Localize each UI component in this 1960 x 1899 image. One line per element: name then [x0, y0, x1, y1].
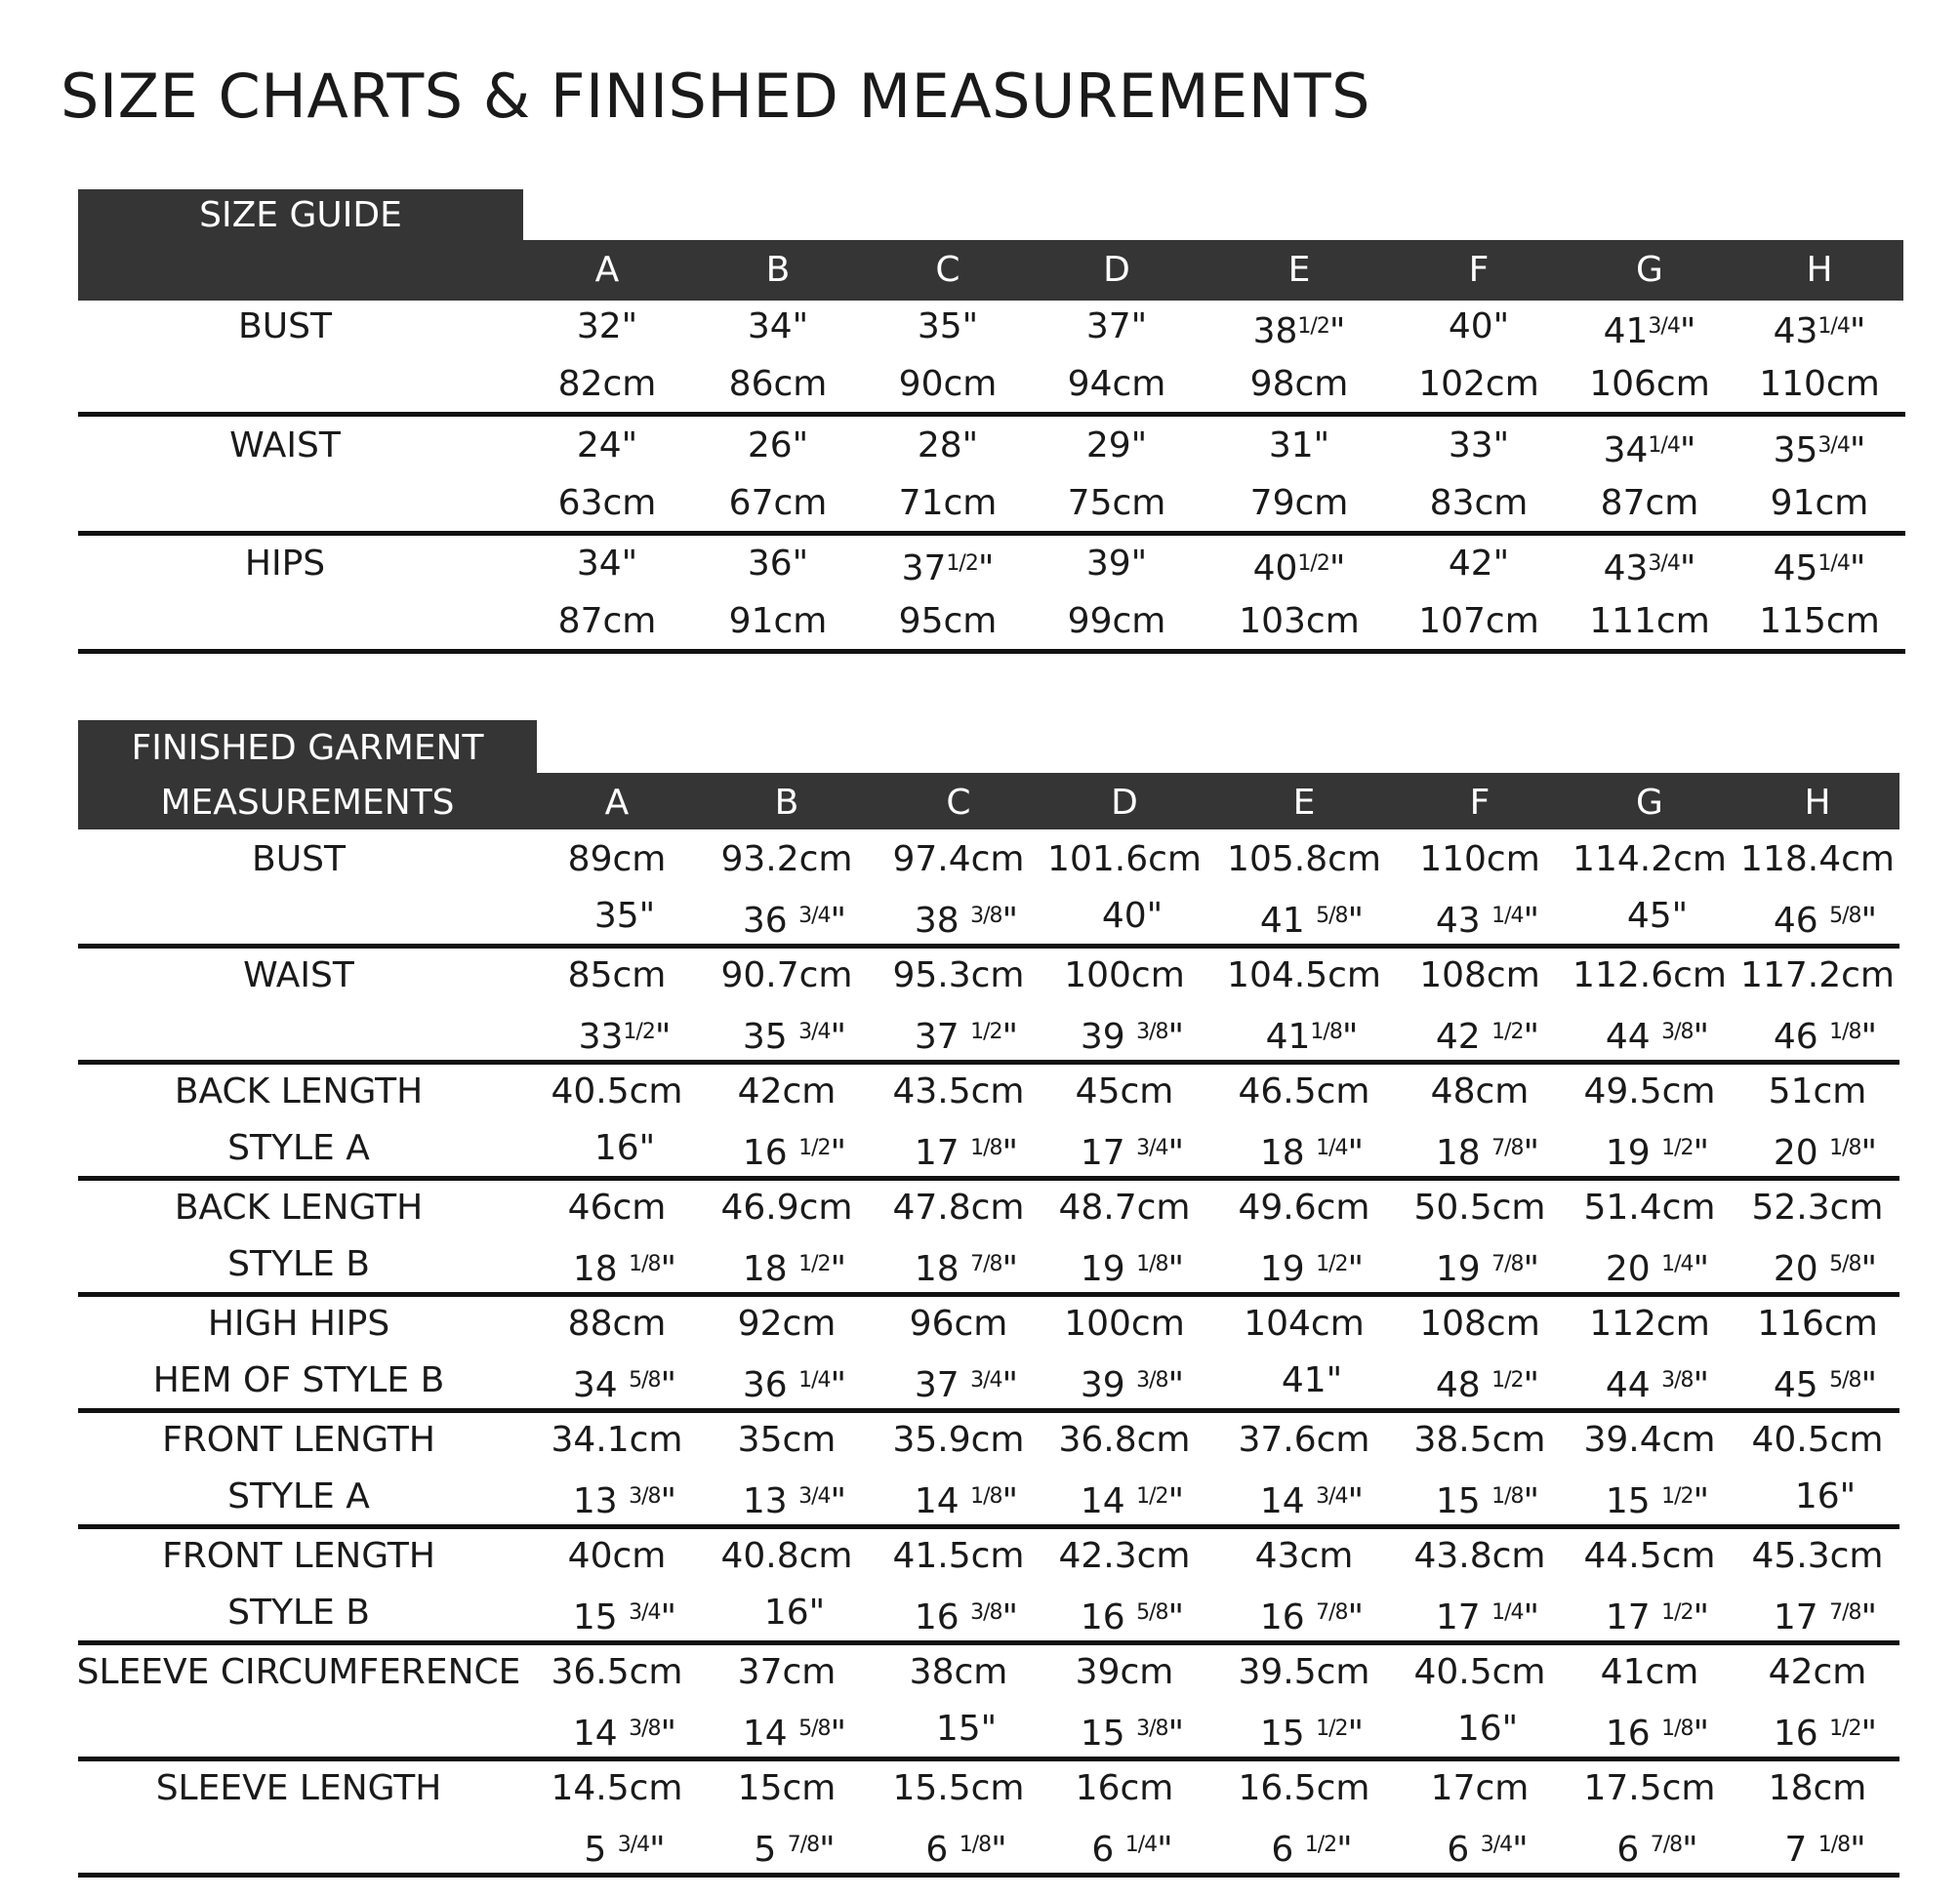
finished-tab-line1: FINISHED GARMENT [131, 728, 484, 768]
size-guide-col-f: F [1468, 250, 1490, 290]
finished-row-label: WAIST [243, 955, 354, 995]
finished-cell-cm: 46.5cm [1238, 1071, 1370, 1111]
finished-cell-cm: 17cm [1430, 1768, 1530, 1808]
finished-cell-cm: 16cm [1075, 1768, 1174, 1808]
finished-cell-cm: 42.3cm [1058, 1536, 1191, 1576]
finished-cell-cm: 43.8cm [1413, 1536, 1546, 1576]
size-guide-header-bar [78, 240, 1903, 301]
size-guide-cell-cm: 86cm [728, 364, 828, 404]
finished-cell-inch: $41^{1/8}$" [1265, 1016, 1359, 1057]
finished-cell-cm: 95.3cm [892, 955, 1025, 995]
size-guide-cell-cm: 103cm [1239, 601, 1360, 641]
finished-cell-inch: 17 $^{1/8}$" [914, 1132, 1019, 1173]
finished-cell-cm: 43.5cm [892, 1071, 1025, 1111]
finished-cell-inch: 14 $^{3/4}$" [1259, 1480, 1365, 1521]
finished-cell-inch: 14 $^{3/8}$" [572, 1713, 677, 1754]
finished-cell-cm: 37.6cm [1238, 1420, 1370, 1460]
size-guide-cell-cm: 79cm [1249, 483, 1349, 523]
size-guide-cell-inch: 34" [747, 306, 809, 346]
size-guide-cell-inch: 34" [576, 544, 638, 584]
finished-cell-inch: 37 $^{3/4}$" [914, 1364, 1019, 1405]
finished-cell-cm: 45cm [1075, 1071, 1174, 1111]
finished-cell-inch: 15 $^{3/8}$" [1080, 1713, 1185, 1754]
size-guide-cell-cm: 115cm [1759, 601, 1880, 641]
finished-cell-cm: 105.8cm [1227, 839, 1381, 879]
finished-cell-cm: 42cm [1768, 1652, 1867, 1692]
finished-cell-cm: 36.8cm [1058, 1420, 1191, 1460]
finished-cell-inch: 19 $^{1/8}$" [1080, 1248, 1185, 1289]
size-guide-cell-inch: 40" [1448, 306, 1510, 346]
finished-cell-inch: 17 $^{7/8}$" [1773, 1596, 1878, 1637]
size-guide-cell-inch: 39" [1085, 544, 1148, 584]
finished-cell-inch: 16 $^{1/2}$" [742, 1132, 847, 1173]
finished-cell-inch: 5 $^{3/4}$" [584, 1829, 666, 1870]
finished-cell-inch: 35" [593, 896, 656, 936]
finished-row-sublabel: STYLE A [227, 1476, 370, 1516]
finished-cell-inch: 13 $^{3/8}$" [572, 1480, 677, 1521]
size-guide-cell-cm: 98cm [1249, 364, 1349, 404]
finished-cell-cm: 108cm [1419, 955, 1540, 995]
size-guide-cell-inch: $38^{1/2}$" [1252, 310, 1346, 351]
finished-cell-cm: 41.5cm [892, 1536, 1025, 1576]
finished-row-label: BACK LENGTH [174, 1071, 424, 1111]
finished-cell-cm: 100cm [1064, 1304, 1185, 1344]
finished-cell-cm: 35cm [737, 1420, 837, 1460]
finished-cell-inch: 17 $^{1/4}$" [1435, 1596, 1540, 1637]
finished-cell-cm: 15cm [737, 1768, 837, 1808]
finished-row-sublabel: HEM OF STYLE B [152, 1360, 445, 1400]
finished-cell-cm: 48.7cm [1058, 1188, 1191, 1228]
finished-cell-inch: 34 $^{5/8}$" [572, 1364, 677, 1405]
finished-cell-cm: 51.4cm [1583, 1188, 1716, 1228]
finished-cell-inch: 20 $^{1/8}$" [1773, 1132, 1878, 1173]
finished-cell-inch: 15 $^{1/2}$" [1259, 1713, 1365, 1754]
finished-col-a: A [604, 783, 630, 823]
finished-cell-cm: 40cm [567, 1536, 667, 1576]
finished-cell-inch: 14 $^{1/2}$" [1080, 1480, 1185, 1521]
finished-cell-inch: 16 $^{5/8}$" [1080, 1596, 1185, 1637]
size-guide-cell-cm: 87cm [557, 601, 657, 641]
size-guide-cell-cm: 94cm [1067, 364, 1166, 404]
finished-col-d: D [1111, 783, 1138, 823]
size-guide-cell-inch: $34^{1/4}$" [1603, 429, 1696, 470]
size-guide-cell-inch: $40^{1/2}$" [1252, 547, 1346, 588]
finished-cell-cm: 101.6cm [1047, 839, 1202, 879]
size-guide-cell-cm: 95cm [898, 601, 998, 641]
finished-cell-inch: 18 $^{1/4}$" [1259, 1132, 1365, 1173]
finished-cell-cm: 117.2cm [1740, 955, 1895, 995]
finished-cell-cm: 42cm [737, 1071, 837, 1111]
finished-cell-inch: 6 $^{1/4}$" [1091, 1829, 1173, 1870]
finished-cell-inch: 19 $^{7/8}$" [1435, 1248, 1540, 1289]
finished-row-sublabel: STYLE B [227, 1593, 370, 1633]
finished-cell-inch: 16 $^{3/8}$" [914, 1596, 1019, 1637]
finished-row-label: FRONT LENGTH [162, 1420, 435, 1460]
finished-cell-inch: 36 $^{3/4}$" [742, 900, 847, 941]
finished-col-g: G [1636, 783, 1663, 823]
size-guide-cell-cm: 91cm [728, 601, 828, 641]
finished-cell-cm: 14.5cm [551, 1768, 683, 1808]
finished-cell-inch: 48 $^{1/2}$" [1435, 1364, 1540, 1405]
size-guide-col-c: C [935, 250, 960, 290]
finished-cell-inch: 18 $^{7/8}$" [1435, 1132, 1540, 1173]
finished-cell-inch: 44 $^{3/8}$" [1605, 1364, 1710, 1405]
finished-cell-cm: 114.2cm [1572, 839, 1727, 879]
finished-cell-inch: 18 $^{1/8}$" [572, 1248, 677, 1289]
finished-cell-cm: 18cm [1768, 1768, 1867, 1808]
finished-col-c: C [946, 783, 971, 823]
size-guide-col-g: G [1636, 250, 1663, 290]
size-guide-cell-cm: 87cm [1600, 483, 1699, 523]
size-guide-tab: SIZE GUIDE [78, 189, 523, 242]
finished-cell-cm: 16.5cm [1238, 1768, 1370, 1808]
finished-cell-inch: 6 $^{3/4}$" [1447, 1829, 1529, 1870]
finished-cell-inch: 6 $^{7/8}$" [1616, 1829, 1698, 1870]
size-guide-cell-inch: 33" [1448, 425, 1510, 465]
size-guide-cell-inch: 29" [1085, 425, 1148, 465]
finished-row-label: HIGH HIPS [207, 1304, 390, 1344]
finished-row-label: FRONT LENGTH [162, 1536, 435, 1576]
finished-cell-inch: 20 $^{5/8}$" [1773, 1248, 1878, 1289]
finished-tab-line2: MEASUREMENTS [160, 783, 455, 823]
finished-cell-cm: 39.4cm [1583, 1420, 1716, 1460]
finished-cell-cm: 36.5cm [551, 1652, 683, 1692]
finished-cell-inch: 46 $^{5/8}$" [1773, 900, 1878, 941]
finished-cell-inch: 19 $^{1/2}$" [1259, 1248, 1365, 1289]
finished-cell-inch: 40" [1101, 896, 1164, 936]
finished-cell-inch: 14 $^{1/8}$" [914, 1480, 1019, 1521]
finished-cell-cm: 112.6cm [1572, 955, 1727, 995]
finished-cell-cm: 90.7cm [720, 955, 853, 995]
size-guide-row-divider [78, 412, 1905, 417]
finished-cell-inch: 43 $^{1/4}$" [1435, 900, 1540, 941]
size-guide-cell-inch: 35" [917, 306, 979, 346]
finished-cell-cm: 46.9cm [720, 1188, 853, 1228]
finished-cell-inch: 16" [763, 1593, 826, 1633]
finished-cell-inch: 15 $^{3/4}$" [572, 1596, 677, 1637]
finished-cell-inch: 38 $^{3/8}$" [914, 900, 1019, 941]
finished-cell-cm: 41cm [1600, 1652, 1699, 1692]
finished-cell-cm: 40.5cm [1751, 1420, 1884, 1460]
size-guide-cell-cm: 110cm [1759, 364, 1880, 404]
finished-cell-cm: 39cm [1075, 1652, 1174, 1692]
finished-cell-inch: 45 $^{5/8}$" [1773, 1364, 1878, 1405]
size-guide-col-d: D [1103, 250, 1130, 290]
size-guide-row-divider [78, 649, 1905, 654]
finished-cell-inch: 16 $^{7/8}$" [1259, 1596, 1365, 1637]
size-guide-cell-cm: 106cm [1589, 364, 1710, 404]
finished-row-label: SLEEVE LENGTH [155, 1768, 442, 1808]
size-guide-cell-cm: 82cm [557, 364, 657, 404]
finished-cell-cm: 104.5cm [1227, 955, 1381, 995]
size-guide-cell-cm: 63cm [557, 483, 657, 523]
size-guide-cell-cm: 91cm [1770, 483, 1869, 523]
finished-cell-cm: 15.5cm [892, 1768, 1025, 1808]
finished-cell-cm: 96cm [909, 1304, 1008, 1344]
finished-cell-inch: 19 $^{1/2}$" [1605, 1132, 1710, 1173]
finished-cell-cm: 52.3cm [1751, 1188, 1884, 1228]
finished-cell-cm: 50.5cm [1413, 1188, 1546, 1228]
finished-cell-inch: $33^{1/2}$" [578, 1016, 672, 1057]
finished-cell-cm: 46cm [567, 1188, 667, 1228]
finished-cell-inch: 15 $^{1/2}$" [1605, 1480, 1710, 1521]
size-guide-cell-inch: 24" [576, 425, 638, 465]
finished-cell-inch: 15 $^{1/8}$" [1435, 1480, 1540, 1521]
size-guide-cell-cm: 102cm [1418, 364, 1539, 404]
finished-cell-cm: 88cm [567, 1304, 667, 1344]
finished-col-f: F [1469, 783, 1490, 823]
size-guide-cell-inch: 28" [917, 425, 979, 465]
finished-row-divider [78, 1873, 1899, 1878]
size-guide-col-b: B [765, 250, 791, 290]
finished-cell-inch: 44 $^{3/8}$" [1605, 1016, 1710, 1057]
finished-cell-cm: 35.9cm [892, 1420, 1025, 1460]
finished-cell-cm: 34.1cm [551, 1420, 683, 1460]
finished-cell-inch: 18 $^{1/2}$" [742, 1248, 847, 1289]
finished-cell-inch: 16 $^{1/2}$" [1773, 1713, 1878, 1754]
finished-cell-cm: 40.8cm [720, 1536, 853, 1576]
finished-cell-inch: 16" [1456, 1709, 1519, 1749]
size-guide-col-a: A [594, 250, 620, 290]
finished-tab [78, 720, 537, 775]
size-guide-cell-inch: $43^{1/4}$" [1773, 310, 1866, 351]
size-guide-cell-cm: 75cm [1067, 483, 1166, 523]
finished-cell-inch: 16" [1794, 1476, 1857, 1516]
size-guide-cell-inch: $43^{3/4}$" [1603, 547, 1696, 588]
size-guide-cell-inch: 26" [747, 425, 809, 465]
finished-row-sublabel: STYLE B [227, 1244, 370, 1284]
size-guide-cell-inch: $35^{3/4}$" [1773, 429, 1866, 470]
finished-cell-inch: 14 $^{5/8}$" [742, 1713, 847, 1754]
finished-cell-inch: 6 $^{1/8}$" [925, 1829, 1007, 1870]
finished-cell-inch: 16 $^{1/8}$" [1605, 1713, 1710, 1754]
finished-cell-cm: 112cm [1589, 1304, 1710, 1344]
finished-cell-cm: 49.5cm [1583, 1071, 1716, 1111]
finished-cell-inch: 41" [1281, 1360, 1343, 1400]
finished-col-h: H [1804, 783, 1831, 823]
size-guide-cell-inch: $37^{1/2}$" [901, 547, 995, 588]
size-guide-cell-inch: 31" [1268, 425, 1330, 465]
finished-cell-inch: 39 $^{3/8}$" [1080, 1016, 1185, 1057]
finished-cell-cm: 93.2cm [720, 839, 853, 879]
finished-cell-cm: 89cm [567, 839, 667, 879]
page-title: SIZE CHARTS & FINISHED MEASUREMENTS [61, 61, 1370, 132]
finished-cell-inch: 20 $^{1/4}$" [1605, 1248, 1710, 1289]
finished-col-e: E [1292, 783, 1316, 823]
finished-cell-cm: 49.6cm [1238, 1188, 1370, 1228]
finished-cell-cm: 47.8cm [892, 1188, 1025, 1228]
size-guide-row-label: WAIST [229, 425, 341, 465]
finished-col-b: B [774, 783, 799, 823]
size-guide-cell-cm: 83cm [1429, 483, 1529, 523]
finished-cell-cm: 40.5cm [1413, 1652, 1546, 1692]
finished-cell-inch: 45" [1626, 896, 1689, 936]
finished-cell-inch: 36 $^{1/4}$" [742, 1364, 847, 1405]
finished-cell-inch: 16" [593, 1128, 656, 1168]
finished-cell-cm: 48cm [1430, 1071, 1530, 1111]
finished-cell-inch: 6 $^{1/2}$" [1271, 1829, 1353, 1870]
size-guide-row-label: HIPS [244, 544, 326, 584]
finished-cell-inch: 46 $^{1/8}$" [1773, 1016, 1878, 1057]
finished-cell-inch: 42 $^{1/2}$" [1435, 1016, 1540, 1057]
finished-cell-cm: 37cm [737, 1652, 837, 1692]
finished-cell-cm: 97.4cm [892, 839, 1025, 879]
size-guide-col-e: E [1287, 250, 1311, 290]
size-guide-row-label: BUST [238, 306, 332, 346]
size-guide-cell-inch: $45^{1/4}$" [1773, 547, 1866, 588]
finished-row-sublabel: STYLE A [227, 1128, 370, 1168]
size-guide-cell-inch: 42" [1448, 544, 1510, 584]
finished-cell-cm: 116cm [1757, 1304, 1878, 1344]
size-guide-cell-cm: 107cm [1418, 601, 1539, 641]
size-guide-cell-inch: $41^{3/4}$" [1603, 310, 1696, 351]
size-guide-col-h: H [1806, 250, 1833, 290]
size-guide-cell-cm: 111cm [1589, 601, 1710, 641]
finished-cell-inch: 15" [935, 1709, 998, 1749]
finished-cell-inch: 37 $^{1/2}$" [914, 1016, 1019, 1057]
finished-cell-inch: 41 $^{5/8}$" [1259, 900, 1365, 941]
size-guide-cell-cm: 99cm [1067, 601, 1166, 641]
size-guide-cell-cm: 90cm [898, 364, 998, 404]
finished-cell-inch: 18 $^{7/8}$" [914, 1248, 1019, 1289]
finished-cell-inch: 17 $^{3/4}$" [1080, 1132, 1185, 1173]
finished-row-label: BUST [252, 839, 346, 879]
size-guide-cell-cm: 71cm [898, 483, 998, 523]
finished-cell-cm: 118.4cm [1740, 839, 1895, 879]
finished-cell-cm: 17.5cm [1583, 1768, 1716, 1808]
finished-cell-inch: 7 $^{1/8}$" [1784, 1829, 1866, 1870]
finished-cell-inch: 17 $^{1/2}$" [1605, 1596, 1710, 1637]
finished-cell-cm: 85cm [567, 955, 667, 995]
finished-cell-cm: 40.5cm [551, 1071, 683, 1111]
size-guide-cell-inch: 37" [1085, 306, 1148, 346]
finished-cell-cm: 104cm [1244, 1304, 1365, 1344]
finished-row-label: SLEEVE CIRCUMFERENCE [76, 1652, 521, 1692]
finished-cell-inch: 35 $^{3/4}$" [742, 1016, 847, 1057]
finished-cell-cm: 92cm [737, 1304, 837, 1344]
size-guide-cell-inch: 32" [576, 306, 638, 346]
finished-cell-inch: 39 $^{3/8}$" [1080, 1364, 1185, 1405]
finished-cell-cm: 38cm [909, 1652, 1008, 1692]
finished-cell-cm: 39.5cm [1238, 1652, 1370, 1692]
finished-cell-cm: 45.3cm [1751, 1536, 1884, 1576]
finished-cell-inch: 13 $^{3/4}$" [742, 1480, 847, 1521]
finished-cell-cm: 51cm [1768, 1071, 1867, 1111]
finished-cell-cm: 108cm [1419, 1304, 1540, 1344]
finished-cell-cm: 38.5cm [1413, 1420, 1546, 1460]
size-guide-cell-cm: 67cm [728, 483, 828, 523]
finished-row-label: BACK LENGTH [174, 1188, 424, 1228]
finished-cell-inch: 5 $^{7/8}$" [754, 1829, 836, 1870]
finished-cell-cm: 110cm [1419, 839, 1540, 879]
finished-cell-cm: 100cm [1064, 955, 1185, 995]
size-guide-cell-inch: 36" [747, 544, 809, 584]
finished-cell-cm: 43cm [1254, 1536, 1354, 1576]
finished-cell-cm: 44.5cm [1583, 1536, 1716, 1576]
